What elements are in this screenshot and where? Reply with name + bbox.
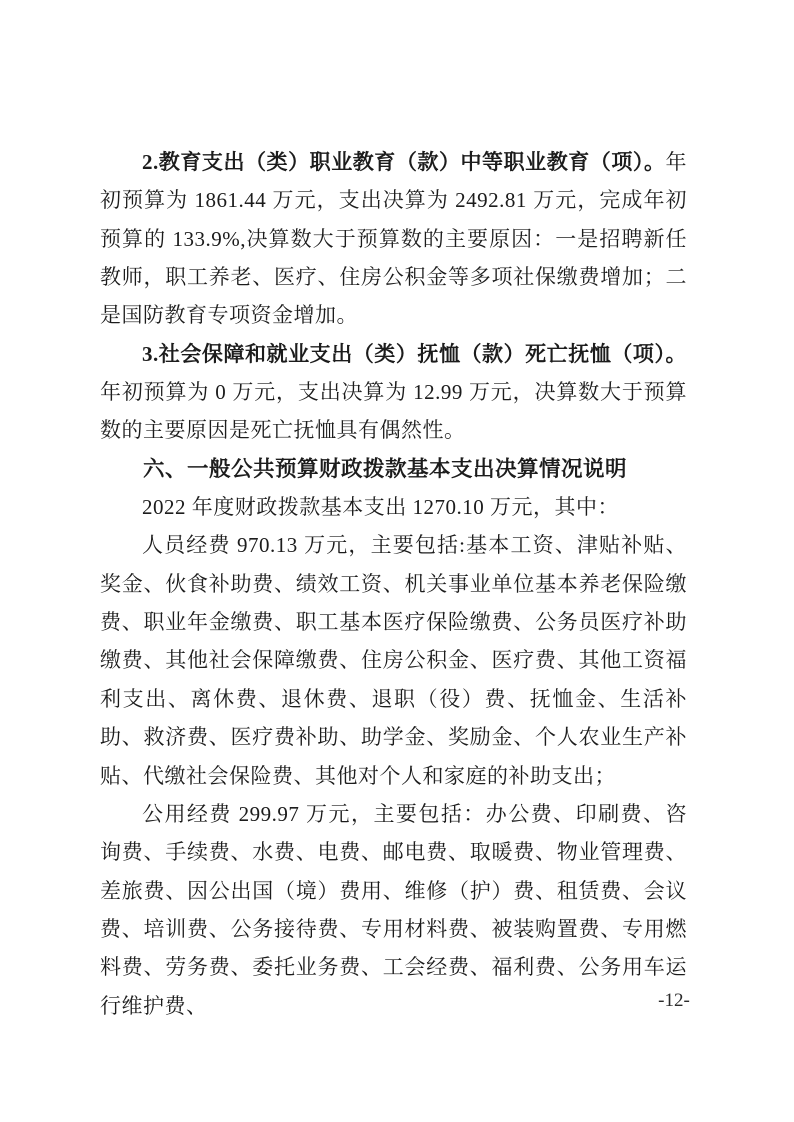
page-number: -12- <box>658 990 690 1011</box>
paragraph-social-security-spending-lead: 3.社会保障和就业支出（类）抚恤（款）死亡抚恤（项）。 <box>142 341 687 366</box>
paragraph-education-spending-lead: 2.教育支出（类）职业教育（款）中等职业教育（项）。 <box>142 150 666 174</box>
paragraph-public-funds: 公用经费 299.97 万元，主要包括：办公费、印刷费、咨询费、手续费、水费、电费、邮电费、取暖费、物业管理费、差旅费、因公出国（境）费用、维修（护）费、租赁费、会议费、培训费、公务接待费、专用材料费、被装购置费、专用燃料费、劳务费、委托业务费、工会经费、福利费、公务用车运行维护费、 <box>100 801 687 1018</box>
section-heading-basic-expenditure: 六、一般公共预算财政拨款基本支出决算情况说明 <box>143 456 628 481</box>
paragraph-social-security-spending <box>100 335 687 450</box>
paragraph-education-spending-text: 年初预算为 1861.44 万元，支出决算为 2492.81 万元，完成年初预算的 133.9%,决算数大于预算数的主要原因：一是招聘新任教师，职工养老、医疗、住房公积金等多项社保缴费增加；二是国防教育专项资金增加。 <box>100 150 687 328</box>
paragraph-basic-expenditure-total: 2022 年度财政拨款基本支出 1270.10 万元，其中： <box>142 495 619 520</box>
document-body <box>100 143 687 1025</box>
paragraph-personnel-funds: 人员经费 970.13 万元，主要包括:基本工资、津贴补贴、奖金、伙食补助费、绩效工资、机关事业单位基本养老保险缴费、职业年金缴费、职工基本医疗保险缴费、公务员医疗补助缴费、其他社会保障缴费、住房公积金、医疗费、其他工资福利支出、离休费、退休费、退职（役）费、抚恤金、生活补助、救济费、医疗费补助、助学金、奖励金、个人农业生产补贴、代缴社会保险费、其他对个人和家庭的补助支出； <box>100 533 687 788</box>
paragraph-social-security-spending-text: 年初预算为 0 万元，支出决算为 12.99 万元，决算数大于预算数的主要原因是死亡抚恤具有偶然性。 <box>100 380 687 443</box>
paragraph-education-spending <box>100 143 687 335</box>
